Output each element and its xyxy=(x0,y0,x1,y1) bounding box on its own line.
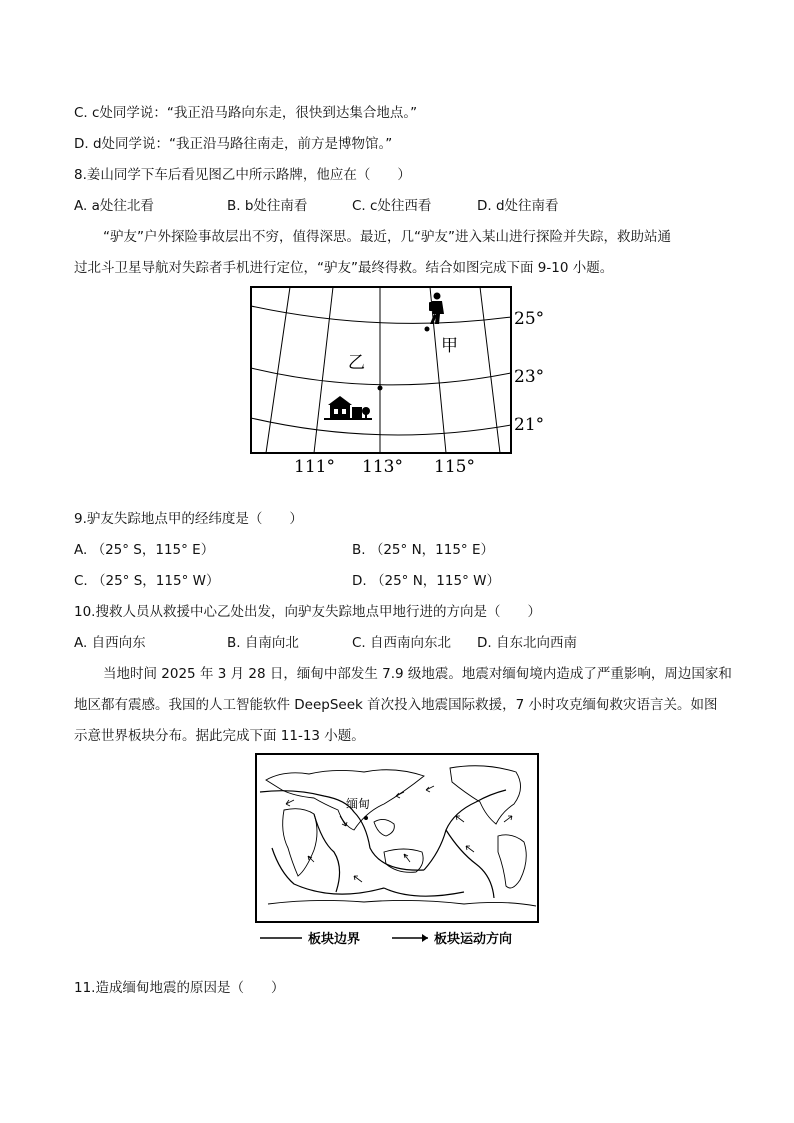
q11-stem: 11.造成缅甸地震的原因是（ ） xyxy=(74,980,285,996)
q9-option-c: C. （25° S，115° W） xyxy=(74,573,220,589)
point-yi-label: 乙 xyxy=(348,353,365,373)
q8-option-c: C. c处往西看 xyxy=(352,198,432,214)
lat-line-21 xyxy=(251,418,511,435)
legend xyxy=(260,931,512,947)
world-map-frame xyxy=(256,754,538,922)
lon-line-110 xyxy=(266,287,290,453)
lon-label-115: 115° xyxy=(434,457,475,477)
latlon-map xyxy=(248,284,553,480)
q10-stem: 10.搜救人员从救援中心乙处出发，向驴友失踪地点甲地行进的方向是（ ） xyxy=(74,604,541,620)
lat-line-25 xyxy=(251,306,511,323)
lat-label-25: 25° xyxy=(514,309,545,329)
q8-stem: 8.姜山同学下车后看见图乙中所示路牌，他应在（ ） xyxy=(74,167,411,183)
q9-option-d: D. （25° N，115° W） xyxy=(352,573,500,589)
passage2-line2: 地区都有震感。我国的人工智能软件 DeepSeek 首次投入地震国际救援，7 小时攻克缅甸救灾语言关。如图 xyxy=(74,697,718,713)
q7-option-d: D. d处同学说：“我正沿马路往南走，前方是博物馆。” xyxy=(74,136,393,152)
lon-line-111 xyxy=(314,287,333,453)
q8-option-b: B. b处往南看 xyxy=(227,198,308,214)
point-jia-dot xyxy=(425,327,430,332)
legend-direction-label: 板块运动方向 xyxy=(434,932,513,947)
passage2-line3: 示意世界板块分布。据此完成下面 11-13 小题。 xyxy=(74,728,365,744)
q8-option-a: A. a处往北看 xyxy=(74,198,154,214)
myanmar-label: 缅甸 xyxy=(346,797,371,811)
lat-label-21: 21° xyxy=(514,415,545,435)
q7-option-c: C. c处同学说：“我正沿马路向东走，很快到达集合地点。” xyxy=(74,105,418,121)
passage1-line2: 过北斗卫星导航对失踪者手机进行定位，“驴友”最终得救。结合如图完成下面 9-10 小题。 xyxy=(74,260,614,276)
passage1-line1: “驴友”户外探险事故层出不穷，值得深思。最近，几“驴友”进入某山进行探险并失踪，救助站通 xyxy=(103,229,671,245)
q8-option-d: D. d处往南看 xyxy=(477,198,559,214)
q10-option-a: A. 自西向东 xyxy=(74,635,146,651)
q9-stem: 9.驴友失踪地点甲的经纬度是（ ） xyxy=(74,511,303,527)
rescue-station-icon xyxy=(324,396,372,420)
lon-label-113: 113° xyxy=(362,457,403,477)
q10-option-b: B. 自南向北 xyxy=(227,635,299,651)
passage2-line1: 当地时间 2025 年 3 月 28 日，缅甸中部发生 7.9 级地震。地震对缅甸境内造成了严重影响，周边国家和 xyxy=(103,666,732,682)
q10-option-c: C. 自西南向东北 xyxy=(352,635,452,651)
q10-option-d: D. 自东北向西南 xyxy=(477,635,577,651)
map-frame xyxy=(251,287,511,453)
myanmar-marker xyxy=(364,816,368,820)
lon-label-111: 111° xyxy=(294,457,335,477)
q9-option-b: B. （25° N，115° E） xyxy=(352,542,495,558)
legend-boundary-label: 板块边界 xyxy=(308,932,361,947)
point-jia-label: 甲 xyxy=(441,336,458,356)
world-plate-map xyxy=(254,752,544,950)
legend-arrowhead-icon xyxy=(422,934,428,942)
lat-line-23 xyxy=(251,368,511,385)
lat-label-23: 23° xyxy=(514,367,545,387)
q9-option-a: A. （25° S，115° E） xyxy=(74,542,215,558)
point-yi-dot xyxy=(378,386,383,391)
